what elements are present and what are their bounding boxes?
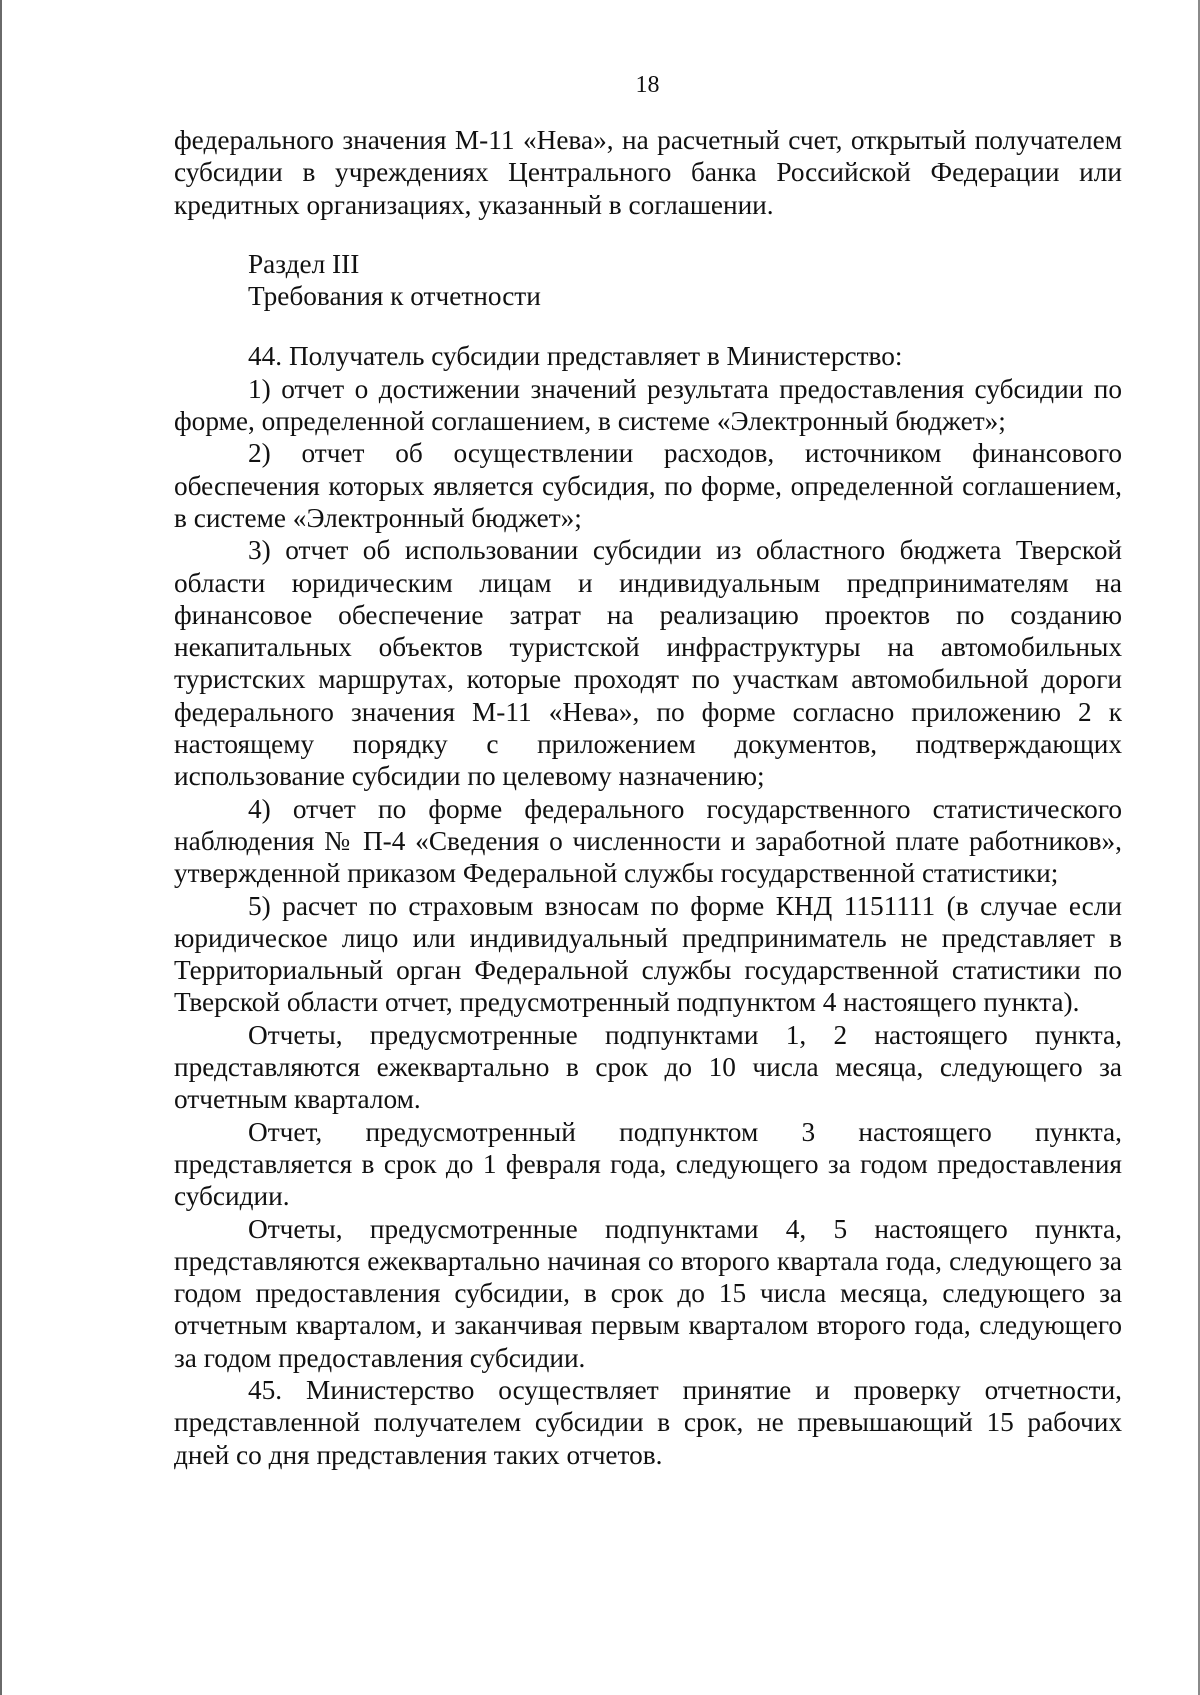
subparagraph-3: 3) отчет об использовании субсидии из областного бюджета Тверской области юридическим лицам и индивидуальным предпринимателям на финансовое обеспечение затрат на реализацию проектов по созданию некапитальных объектов туристской инфраструктуры на автомобильных туристских маршрутах, которые проходят по участкам автомобильной дороги федерального значения М-11 «Нева», по форме согласно приложению 2 к настоящему порядку с приложением документов, подтверждающих использование субсидии по целевому назначению; <box>174 535 1122 792</box>
subparagraph-5: 5) расчет по страховым взносам по форме КНД 1151111 (в случае если юридическое лицо или индивидуальный предприниматель не представляет в Территориальный орган Федеральной службы государственной статистики по Тверской области отчет, предусмотренный подпунктом 4 настоящего пункта). <box>174 890 1122 1018</box>
section-heading <box>174 248 1122 313</box>
subparagraph-2: 2) отчет об осуществлении расходов, источником финансового обеспечения которых является субсидия, по форме, определенной соглашением, в системе «Электронный бюджет»; <box>174 438 1122 533</box>
deadline-paragraph-3: Отчет, предусмотренный подпунктом 3 настоящего пункта, представляется в срок до 1 февраля года, следующего за годом предоставления субсидии. <box>174 1116 1122 1212</box>
subparagraph-4: 4) отчет по форме федерального государственного статистического наблюдения № П-4 «Сведения о численности и заработной плате работников», утвержденной приказом Федеральной службы государственной статистики; <box>174 793 1122 889</box>
continuation-paragraph: федерального значения М-11 «Нева», на расчетный счет, открытый получателем субсидии в учреждениях Центрального банка Российской Федерации или кредитных организациях, указанный в соглашении. <box>174 125 1122 220</box>
document-body <box>174 124 1122 1471</box>
scan-edge-left <box>0 0 2 1695</box>
section-number: Раздел III <box>248 248 360 279</box>
page-number: 18 <box>635 72 660 98</box>
section-title: Требования к отчетности <box>248 281 541 312</box>
deadline-paragraph-4-5: Отчеты, предусмотренные подпунктами 4, 5 настоящего пункта, представляются ежеквартально начиная со второго квартала года, следующего за годом предоставления субсидии, в срок до 15 числа месяца, следующего за отчетным кварталом, и заканчивая первым кварталом второго года, следующего за годом предоставления субсидии. <box>174 1213 1122 1373</box>
paragraph-44-intro: 44. Получатель субсидии представляет в Министерство: <box>248 341 903 372</box>
subparagraph-1: 1) отчет о достижении значений результата предоставления субсидии по форме, определенной соглашением, в системе «Электронный бюджет»; <box>174 373 1122 437</box>
paragraph-45: 45. Министерство осуществляет принятие и проверку отчетности, представленной получателем субсидии в срок, не превышающий 15 рабочих дней со дня представления таких отчетов. <box>174 1374 1122 1470</box>
deadline-paragraph-1-2: Отчеты, предусмотренные подпунктами 1, 2 настоящего пункта, представляются ежеквартально в срок до 10 числа месяца, следующего за отчетным кварталом. <box>174 1019 1122 1115</box>
